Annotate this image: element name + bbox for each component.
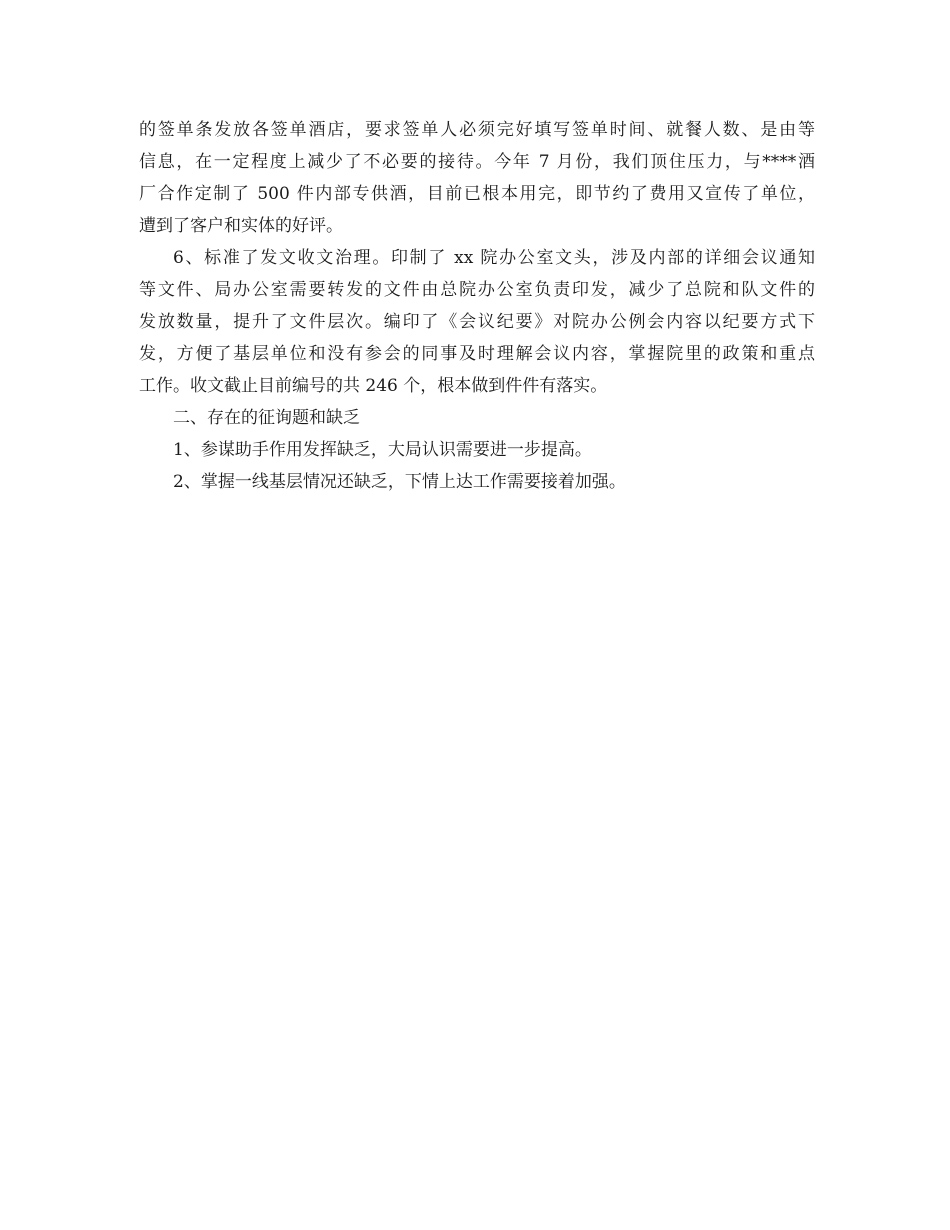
section-heading: 二、存在的征询题和缺乏 <box>173 408 360 428</box>
list-item: 2、掌握一线基层情况还缺乏，下情上达工作需要接着加强。 <box>173 472 626 492</box>
section-heading-problems <box>139 402 815 434</box>
text-line: 等文件、局办公室需要转发的文件由总院办公室负责印发，减少了总院和队文件的 <box>139 280 815 300</box>
text-line: 遭到了客户和实体的好评。 <box>139 216 343 236</box>
text-line: 发，方便了基层单位和没有参会的同事及时理解会议内容，掌握院里的政策和重点 <box>139 344 815 364</box>
text-line: 发放数量，提升了文件层次。编印了《会议纪要》对院办公例会内容以纪要方式下 <box>139 312 815 332</box>
text-line: 信息，在一定程度上减少了不必要的接待。今年 7 月份，我们顶住压力，与****酒 <box>139 152 815 172</box>
text-line: 工作。收文截止目前编号的共 246 个，根本做到件件有落实。 <box>139 376 608 396</box>
list-item-problem-2 <box>139 466 815 498</box>
list-item: 1、参谋助手作用发挥缺乏，大局认识需要进一步提高。 <box>173 440 592 460</box>
paragraph-document-management <box>139 242 815 402</box>
text-line: 厂合作定制了 500 件内部专供酒，目前已根本用完，即节约了费用又宣传了单位， <box>139 184 815 204</box>
list-item-problem-1 <box>139 434 815 466</box>
text-line: 6、标准了发文收文治理。印制了 xx 院办公室文头，涉及内部的详细会议通知 <box>173 248 815 268</box>
paragraph-signing-slips <box>139 114 815 242</box>
text-line: 的签单条发放各签单酒店，要求签单人必须完好填写签单时间、就餐人数、是由等 <box>139 120 815 140</box>
document-body <box>139 114 815 498</box>
